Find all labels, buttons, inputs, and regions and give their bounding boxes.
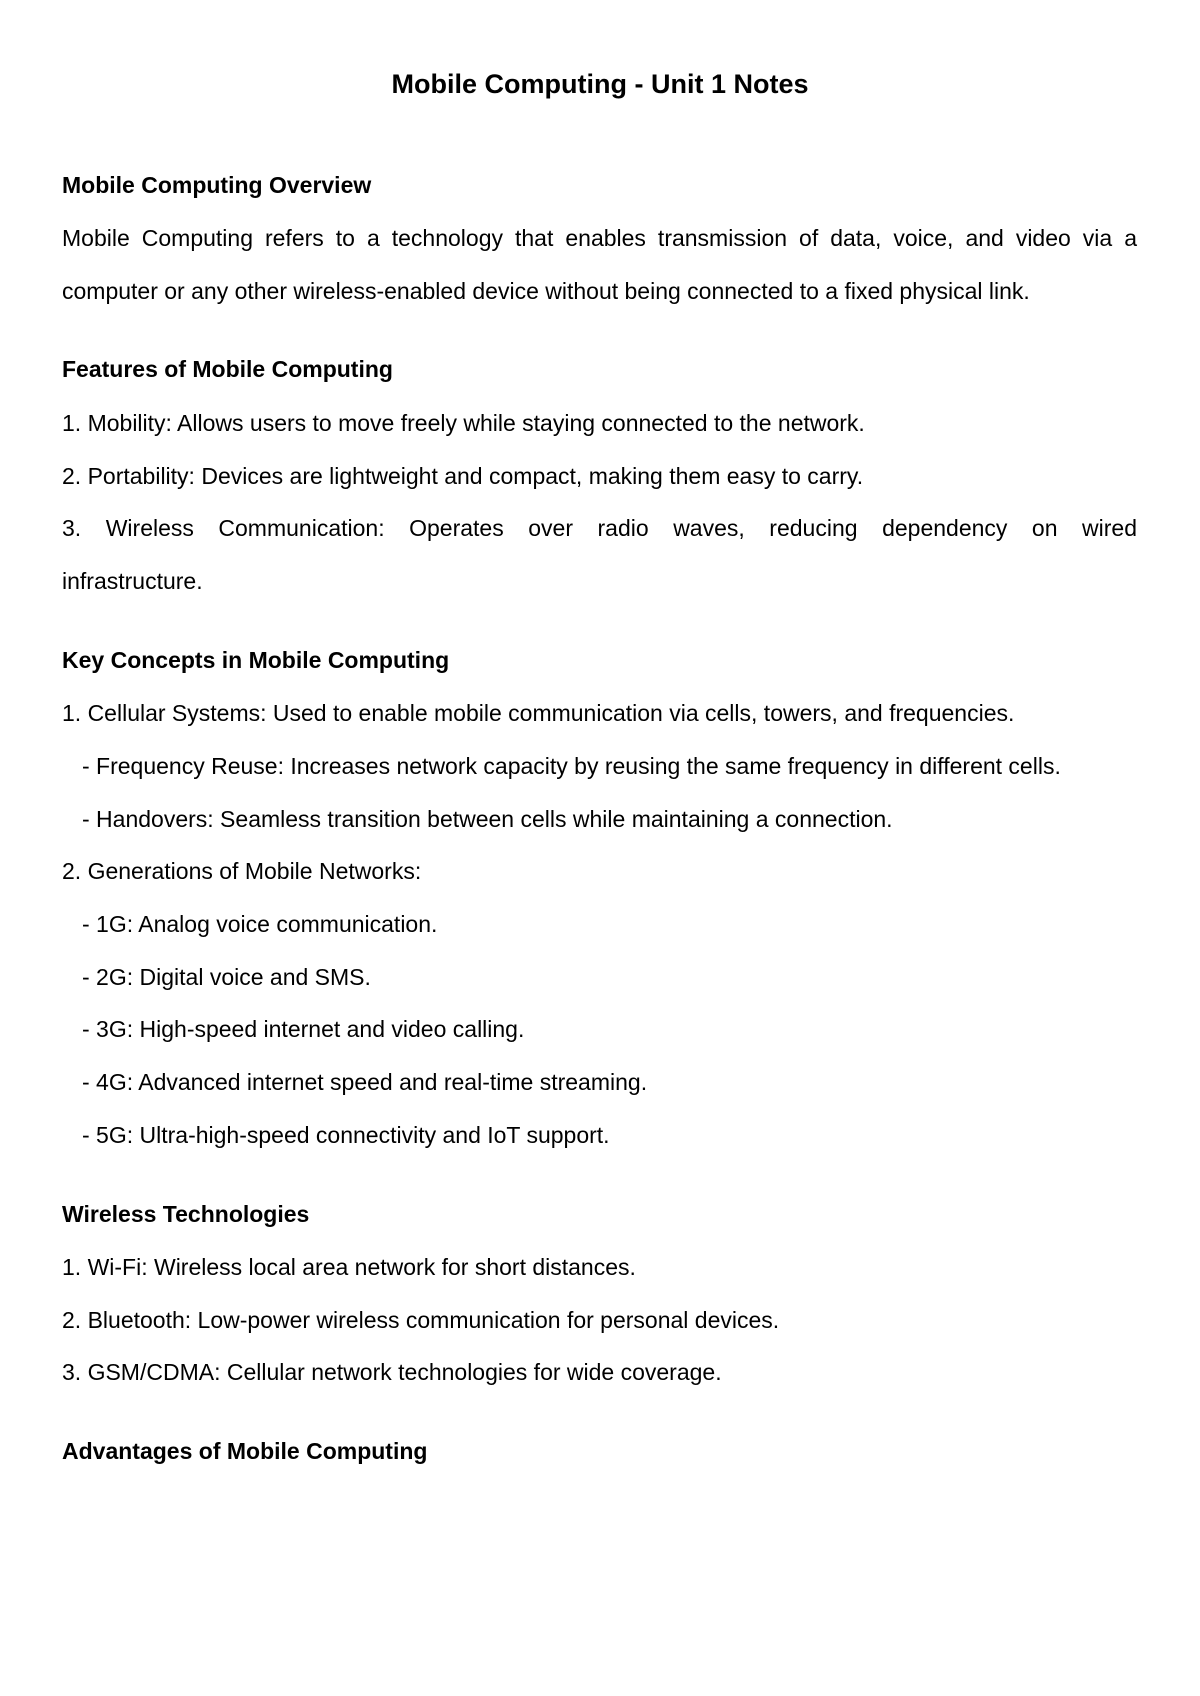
- key-concepts-item-cellular: 1. Cellular Systems: Used to enable mobile communication via cells, towers, and frequencies.: [62, 700, 1015, 726]
- key-concepts-subitem-2g: - 2G: Digital voice and SMS.: [82, 964, 371, 990]
- section-heading-wireless: Wireless Technologies: [62, 1201, 310, 1227]
- overview-paragraph-line-2: computer or any other wireless-enabled device without being connected to a fixed physical link.: [62, 278, 1030, 304]
- wireless-item-wifi: 1. Wi-Fi: Wireless local area network for short distances.: [62, 1254, 636, 1280]
- document-title: Mobile Computing - Unit 1 Notes: [391, 69, 809, 99]
- key-concepts-subitem-handovers: - Handovers: Seamless transition between cells while maintaining a connection.: [82, 806, 893, 832]
- overview-paragraph-line-1: Mobile Computing refers to a technology that enables transmission of data, voice, and video via a: [62, 225, 1137, 251]
- key-concepts-subitem-1g: - 1G: Analog voice communication.: [82, 911, 438, 937]
- section-heading-key-concepts: Key Concepts in Mobile Computing: [62, 647, 450, 673]
- section-heading-features: Features of Mobile Computing: [62, 356, 393, 382]
- key-concepts-subitem-4g: - 4G: Advanced internet speed and real-time streaming.: [82, 1069, 648, 1095]
- wireless-item-bluetooth: 2. Bluetooth: Low-power wireless communication for personal devices.: [62, 1307, 780, 1333]
- features-item-mobility: 1. Mobility: Allows users to move freely while staying connected to the network.: [62, 410, 865, 436]
- key-concepts-item-generations: 2. Generations of Mobile Networks:: [62, 858, 422, 884]
- features-item-wireless-line-2: infrastructure.: [62, 568, 203, 594]
- key-concepts-subitem-3g: - 3G: High-speed internet and video calling.: [82, 1016, 525, 1042]
- section-heading-overview: Mobile Computing Overview: [62, 172, 372, 198]
- section-heading-advantages: Advantages of Mobile Computing: [62, 1438, 428, 1464]
- key-concepts-subitem-5g: - 5G: Ultra-high-speed connectivity and IoT support.: [82, 1122, 610, 1148]
- features-item-portability: 2. Portability: Devices are lightweight and compact, making them easy to carry.: [62, 463, 864, 489]
- wireless-item-gsm-cdma: 3. GSM/CDMA: Cellular network technologies for wide coverage.: [62, 1359, 722, 1385]
- key-concepts-subitem-frequency-reuse: - Frequency Reuse: Increases network capacity by reusing the same frequency in different cells.: [82, 753, 1061, 779]
- features-item-wireless-line-1: 3. Wireless Communication: Operates over radio waves, reducing dependency on wired: [62, 515, 1137, 541]
